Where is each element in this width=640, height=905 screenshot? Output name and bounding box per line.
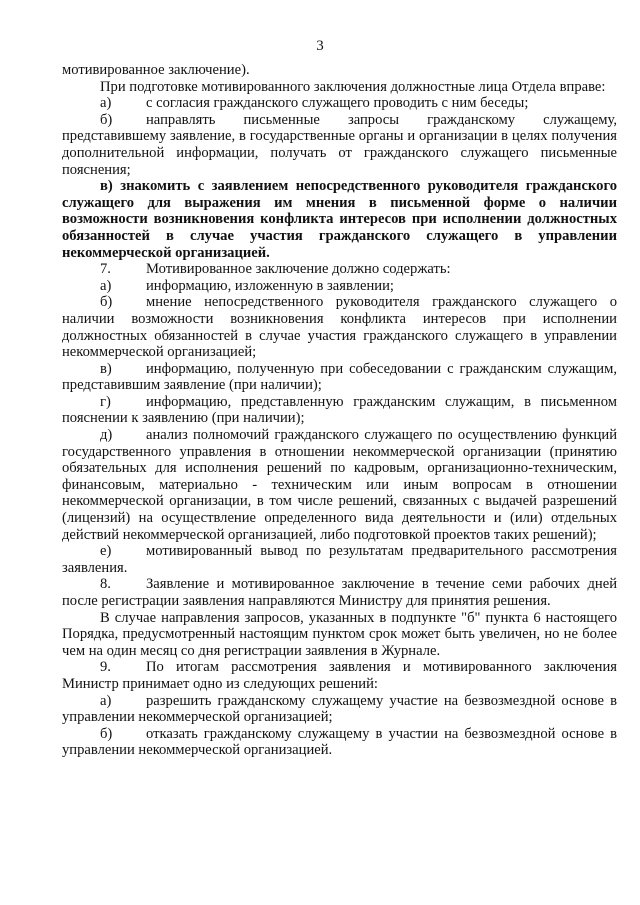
paragraph xyxy=(62,79,617,96)
item-text: информацию, представленную гражданским служащим, в письменном пояснении к заявлению (при наличии); xyxy=(62,393,617,427)
item-text: направлять письменные запросы гражданскому служащему, представившему заявление, в государственные органы и организации в целях получения дополнительной информации, получать от гражданского служащего письменные пояснения; xyxy=(62,111,617,178)
paragraph xyxy=(62,62,617,79)
item-text: разрешить гражданскому служащему участие на безвозмездной основе в управлении некоммерческой организацией; xyxy=(62,692,617,726)
list-item xyxy=(62,394,617,427)
list-item xyxy=(62,726,617,759)
item-label: а) xyxy=(100,277,112,294)
list-item xyxy=(62,693,617,726)
paragraph-text: В случае направления запросов, указанных в подпункте "б" пункта 6 настоящего Порядка, предусмотренный настоящим пунктом срок может быть увеличен, но не более чем на один месяц со дня регистрации заявления в Журнале. xyxy=(62,609,617,659)
paragraph-text: При подготовке мотивированного заключения должностные лица Отдела вправе: xyxy=(100,78,606,95)
item-label: б) xyxy=(100,725,113,742)
item-label: 9. xyxy=(100,659,111,676)
list-item xyxy=(62,543,617,576)
item-text: информацию, изложенную в заявлении; xyxy=(146,277,394,294)
list-item xyxy=(62,261,617,278)
document-body xyxy=(62,62,617,759)
list-item xyxy=(62,95,617,112)
item-label: е) xyxy=(100,543,112,560)
item-text: Заявление и мотивированное заключение в течение семи рабочих дней после регистрации заявления направляются Министру для принятия решения. xyxy=(62,576,617,609)
item-label: а) xyxy=(100,95,112,112)
item-text: По итогам рассмотрения заявления и мотивированного заключения Министр принимает одно из следующих решений: xyxy=(62,659,617,692)
list-item xyxy=(62,278,617,295)
item-text: информацию, полученную при собеседовании с гражданским служащим, представившим заявление (при наличии); xyxy=(62,360,617,394)
list-item xyxy=(62,427,617,543)
page-number: 3 xyxy=(316,38,324,54)
item-text: с согласия гражданского служащего проводить с ним беседы; xyxy=(146,95,529,112)
item-label: 8. xyxy=(100,576,111,593)
list-item xyxy=(62,361,617,394)
list-item xyxy=(62,294,617,360)
item-label: в) xyxy=(100,360,112,377)
item-text: отказать гражданскому служащему в участии на безвозмездной основе в управлении некоммерческой организацией. xyxy=(62,725,617,759)
list-item xyxy=(62,112,617,178)
item-label: б) xyxy=(100,294,113,311)
item-text: Мотивированное заключение должно содержать: xyxy=(146,261,451,278)
item-text: мотивированный вывод по результатам предварительного рассмотрения заявления. xyxy=(62,543,617,576)
list-item xyxy=(62,576,617,609)
item-label: д) xyxy=(100,427,113,444)
item-text: знакомить с заявлением непосредственного руководителя гражданского служащего для выражения им мнения в письменной форме о наличии возможности возникновения конфликта интересов при исполнении должностных обязанностей в случае участия гражданского служащего в управлении некоммерческой организацией. xyxy=(62,178,617,261)
list-item xyxy=(62,659,617,692)
item-label: г) xyxy=(100,393,111,410)
item-label: в) xyxy=(100,178,113,195)
paragraph xyxy=(62,610,617,660)
item-label: 7. xyxy=(100,261,111,278)
item-text: анализ полномочий гражданского служащего по осуществлению функций государственного управления в отношении некоммерческой организации (принятию обязательных для исполнения решений по кадровым, организационно-техническим, финансовым, материально - техническим или иным вопросам в отношении некоммерческой организации, в том числе решений, связанных с выдачей разрешений (лицензий) на осуществление определенного вида деятельности и (или) отдельных действий некоммерческой организацией, либо подготовкой проектов таких решений); xyxy=(62,427,617,543)
list-item xyxy=(62,178,617,261)
item-text: мнение непосредственного руководителя гражданского служащего о наличии возможности возникновения конфликта интересов при исполнении должностных обязанностей в случае участия гражданского служащего в управлении некоммерческой организацией; xyxy=(62,294,617,361)
item-label: а) xyxy=(100,692,112,709)
paragraph-text: мотивированное заключение). xyxy=(62,62,250,78)
item-label: б) xyxy=(100,111,113,128)
